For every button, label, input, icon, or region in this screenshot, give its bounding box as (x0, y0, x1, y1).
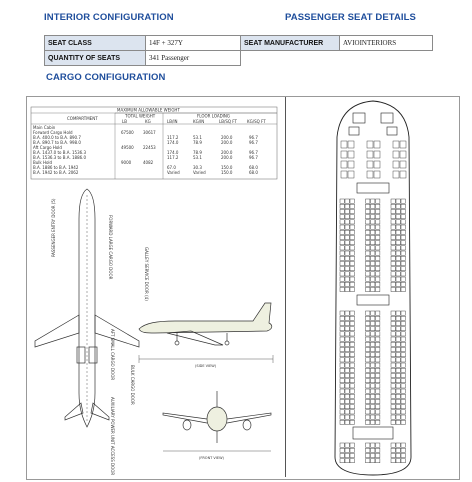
value-cell: 200.0 (221, 155, 233, 160)
value-cell: 96.7 (249, 150, 258, 155)
value-cell: 200.0 (221, 135, 233, 140)
sub-kg: KG (145, 118, 151, 124)
seat-class-value: 14F + 327Y (146, 36, 241, 51)
compartment-cell: B.A. 1536.3 to B.A. 1886.0 (33, 155, 86, 160)
compartment-cell: B.A. 1886 to B.A. 1942 (33, 165, 79, 170)
compartment-cell: Main Cabin (33, 125, 56, 130)
value-cell: 30.3 (193, 165, 202, 170)
value-cell: 53.1 (193, 155, 202, 160)
value-cell: 200.0 (221, 150, 233, 155)
cargo-drawing-panel (27, 97, 286, 477)
value-cell: 67.0 (167, 165, 176, 170)
aft-cargo-door-label: AFT SMALL CARGO DOOR (110, 329, 115, 381)
compartment-cell: Bulk Hold (33, 160, 53, 165)
compartment-cell: B.A. 890.7 to B.A. 998.0 (33, 140, 81, 145)
value-cell: 49500 (121, 145, 134, 150)
value-cell: 174.0 (167, 150, 179, 155)
value-cell: 96.7 (249, 135, 258, 140)
value-cell: 174.0 (167, 140, 179, 145)
sub-kgin: KG/IN (193, 118, 205, 124)
value-cell: 67500 (121, 130, 134, 135)
table-row (45, 36, 433, 51)
value-cell: 78.9 (193, 150, 202, 155)
col-floor-loading: FLOOR LOADING (197, 113, 230, 119)
seat-manufacturer-value: AVIOINTERIORS (340, 36, 433, 51)
bulk-door-label: BULK CARGO DOOR (130, 365, 135, 405)
sub-lb: LB (122, 118, 127, 124)
col-total-weight: TOTAL WEIGHT (125, 113, 156, 119)
compartment-cell: B.A. 1437.0 to B.A. 1536.3 (33, 150, 86, 155)
value-cell: 200.0 (221, 140, 233, 145)
value-cell: 4082 (143, 160, 154, 165)
interior-configuration-heading: INTERIOR CONFIGURATION (44, 12, 174, 23)
value-cell: 78.9 (193, 140, 202, 145)
value-cell: 117.2 (167, 155, 179, 160)
aux-power-label: AUXILIARY POWER UNIT ACCESS DOOR (110, 397, 115, 476)
quantity-label: QUANTITY OF SEATS (45, 51, 146, 66)
value-cell: 96.7 (249, 155, 258, 160)
passenger-seat-details-heading: PASSENGER SEAT DETAILS (285, 12, 416, 23)
cargo-diagram-frame (26, 96, 460, 480)
aircraft-front-view (163, 391, 271, 460)
col-compartment: COMPARTMENT (67, 116, 98, 121)
value-cell: 53.1 (193, 135, 202, 140)
compartment-cell: B.A. 400.0 to B.A. 890.7 (33, 135, 81, 140)
value-cell: 96.7 (249, 140, 258, 145)
value-cell: 22453 (143, 145, 156, 150)
sub-kgsqft: KG/SQ FT (247, 118, 266, 124)
compartment-cell: B.A. 1942 to B.A. 2062 (33, 170, 79, 175)
aircraft-side-view (139, 303, 273, 368)
value-cell: 150.0 (221, 170, 233, 175)
value-cell: 68.0 (249, 165, 258, 170)
value-cell: 68.0 (249, 170, 258, 175)
table-row (45, 51, 433, 66)
cargo-table-rows (33, 125, 258, 175)
front-view-label: (FRONT VIEW) (199, 456, 224, 460)
door-labels (51, 198, 149, 475)
value-cell: 150.0 (221, 165, 233, 170)
value-cell: 30617 (143, 130, 156, 135)
cargo-configuration-heading: CARGO CONFIGURATION (46, 72, 166, 83)
value-cell: Varied (193, 170, 206, 175)
passenger-entry-label: PASSENGER ENTRY DOOR (5) (51, 198, 56, 257)
quantity-value: 341 Passenger (146, 51, 241, 66)
seat-spec-table (44, 35, 433, 66)
side-view-label: (SIDE VIEW) (195, 364, 217, 368)
cargo-drawing (27, 97, 285, 477)
seat-class-label: SEAT CLASS (45, 36, 146, 51)
seat-map (287, 97, 459, 477)
sub-lbin: LB/IN (167, 118, 178, 124)
seat-manufacturer-label: SEAT MANUFACTURER (241, 36, 340, 51)
seat-map-panel (287, 97, 459, 477)
galley-service-label: GALLEY SERVICE DOOR (4) (144, 247, 149, 301)
value-cell: 9000 (121, 160, 132, 165)
cargo-weight-table (31, 107, 277, 179)
cargo-table-title: MAXIMUM ALLOWABLE WEIGHT (117, 107, 180, 113)
compartment-cell: Forward Cargo Hold (33, 130, 73, 135)
compartment-cell: Aft Cargo Hold (33, 145, 62, 150)
value-cell: Varied (167, 170, 180, 175)
value-cell: 117.2 (167, 135, 179, 140)
sub-lbsqft: LB/SQ FT (219, 118, 237, 124)
fwd-cargo-door-label: FORWARD LARGE CARGO DOOR (108, 215, 113, 280)
